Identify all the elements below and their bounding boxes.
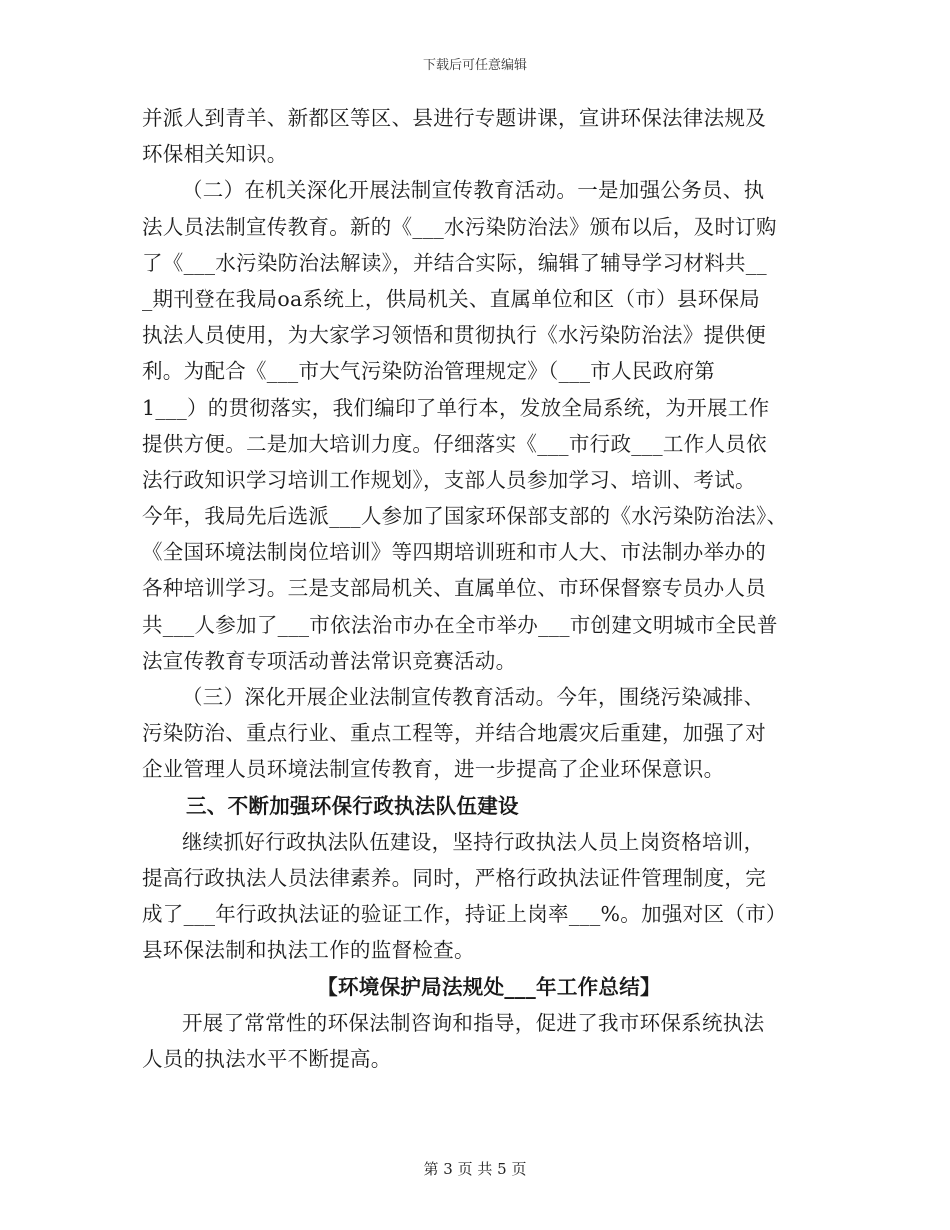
paragraph-line: 1___）的贯彻落实，我们编印了单行本，发放全局系统，为开展工作 [142,395,770,420]
paragraph-line: 人员的执法水平不断提高。 [142,1046,392,1071]
paragraph-line: 今年，我局先后选派___人参加了国家环保部支部的《水污染防治法》、 [142,504,788,529]
paragraph-line: 成了___年行政执法证的验证工作，持证上岗率___%。加强对区（市） [142,902,787,927]
paragraph-line: 各种培训学习。三是支部局机关、直属单位、市环保督察专员办人员 [142,576,766,601]
paragraph-line: 《全国环境法制岗位培训》等四期培训班和市人大、市法制办举办的 [142,540,766,565]
paragraph-line: 开展了常常性的环保法制咨询和指导，促进了我市环保系统执法 [182,1010,765,1035]
paragraph-line: 法行政知识学习培训工作规划》，支部人员参加学习、培训、考试。 [142,467,756,492]
paragraph-line: 提高行政执法人员法律素养。同时，严格行政执法证件管理制度，完 [142,865,766,890]
section-heading: 三、不断加强环保行政执法队伍建设 [186,793,519,818]
paragraph-line: 利。为配合《___市大气污染防治管理规定》（___市人民政府第 [142,359,716,384]
paragraph-line: 执法人员使用，为大家学习领悟和贯彻执行《水污染防治法》提供便 [142,323,766,348]
page-header: 下载后可任意编辑 [422,58,527,73]
document-title: 【环境保护局法规处___年工作总结】 [317,974,661,999]
paragraph-line: _期刊登在我局oa系统上，供局机关、直属单位和区（市）县环保局 [142,286,761,311]
document-body [142,100,810,1077]
page-footer: 第 3 页 共 5 页 [423,1160,527,1178]
paragraph-line: 提供方便。二是加大培训力度。仔细落实《___市行政___工作人员依 [142,431,767,456]
paragraph-line: 并派人到青羊、新都区等区、县进行专题讲课，宣讲环保法律法规及 [142,106,766,130]
paragraph-line: 共___人参加了___市依法治市办在全市举办___市创建文明城市全民普 [142,612,778,637]
paragraph-line: 了《___水污染防治法解读》，并结合实际，编辑了辅导学习材料共__ [142,250,767,275]
paragraph-line: 法宣传教育专项活动普法常识竞赛活动。 [142,648,517,673]
paragraph-line: 企业管理人员环境法制宣传教育，进一步提高了企业环保意识。 [142,757,725,782]
paragraph-line: 县环保法制和执法工作的监督检查。 [142,938,475,963]
paragraph-line: 继续抓好行政执法队伍建设，坚持行政执法人员上岗资格培训， [182,829,765,854]
paragraph-line: 污染防治、重点行业、重点工程等，并结合地震灾后重建，加强了对 [142,721,766,746]
paragraph-line: （二）在机关深化开展法制宣传教育活动。一是加强公务员、执 [182,178,765,203]
paragraph-line: 法人员法制宣传教育。新的《___水污染防治法》颁布以后，及时订购 [142,214,777,239]
paragraph-line: （三）深化开展企业法制宣传教育活动。今年，围绕污染减排、 [182,685,765,709]
paragraph-line: 环保相关知识。 [142,142,288,167]
